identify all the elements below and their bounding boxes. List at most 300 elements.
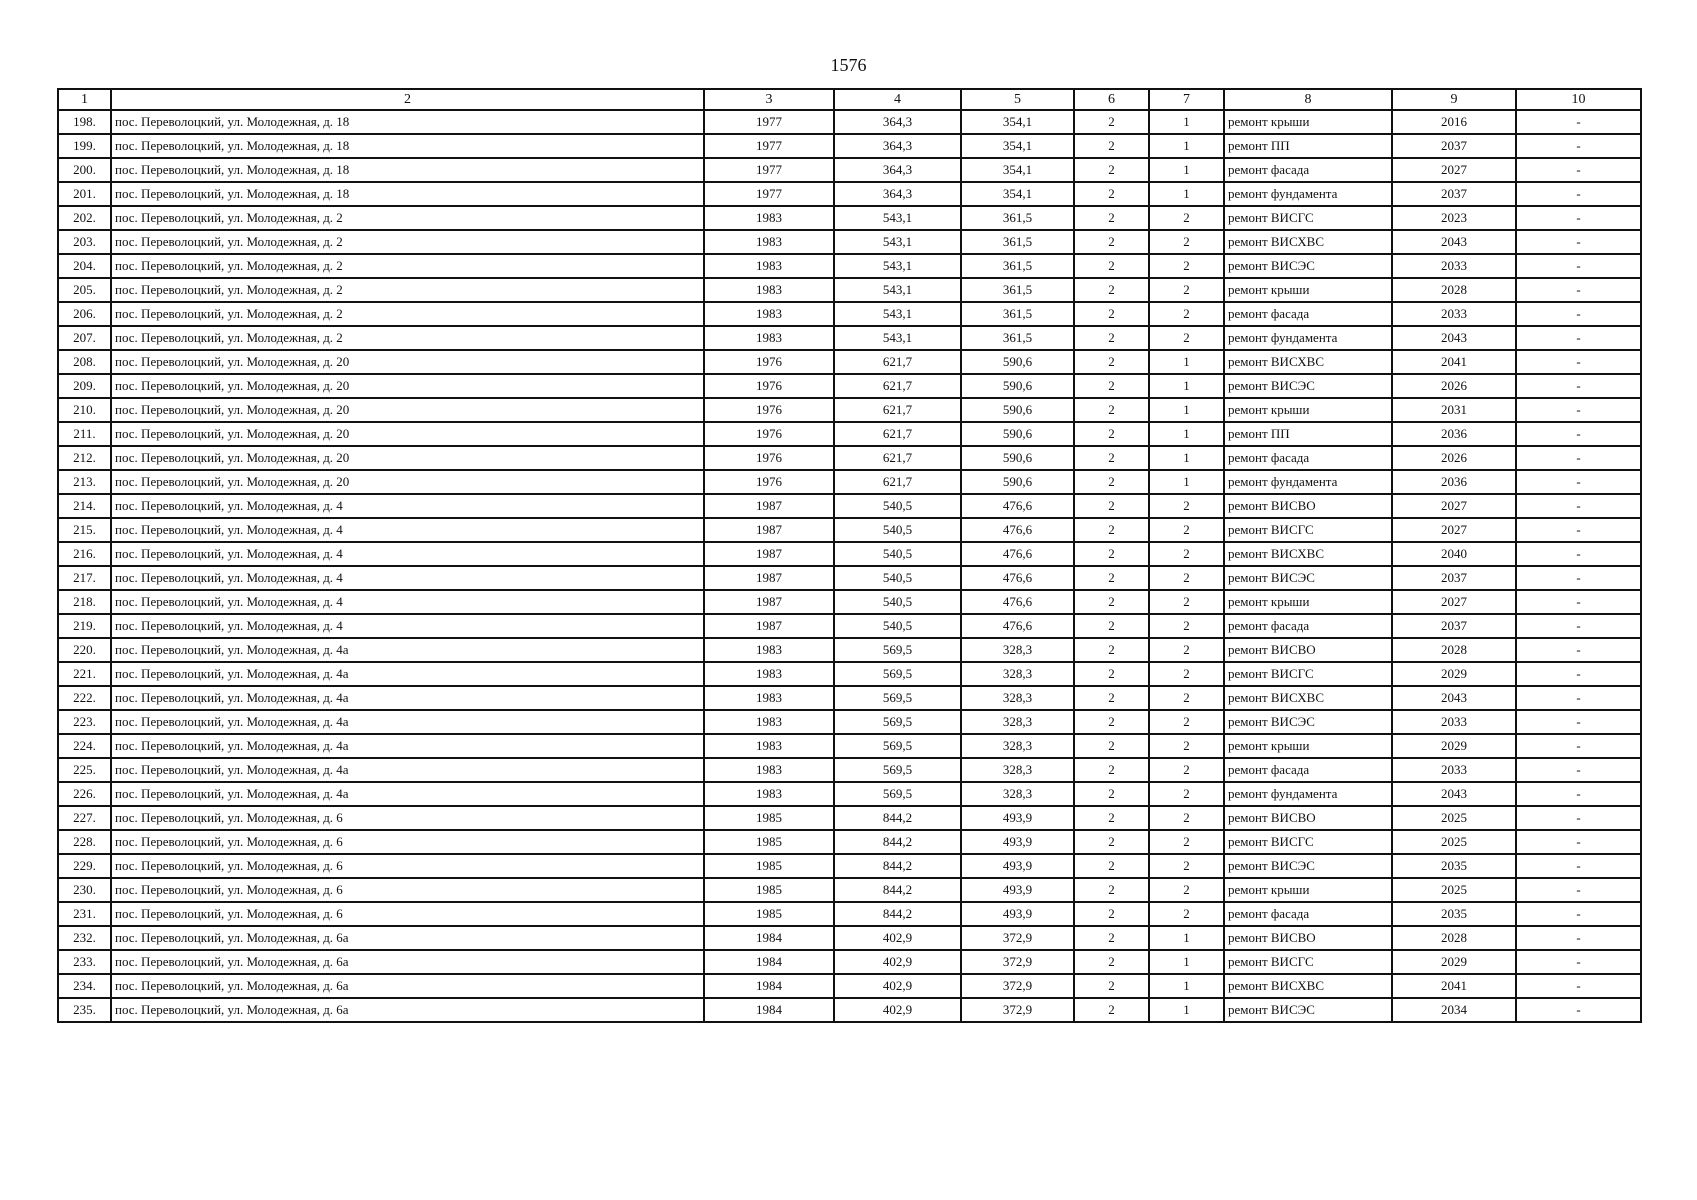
- column-header-1: 1: [58, 89, 111, 110]
- cell-note: -: [1516, 926, 1641, 950]
- cell-note: -: [1516, 542, 1641, 566]
- cell-repair-work: ремонт ПП: [1224, 422, 1392, 446]
- cell-total-area: 540,5: [834, 518, 961, 542]
- cell-entrances: 2: [1149, 686, 1224, 710]
- cell-year-built: 1983: [704, 710, 834, 734]
- cell-address: пос. Переволоцкий, ул. Молодежная, д. 6а: [111, 926, 704, 950]
- cell-living-area: 493,9: [961, 854, 1074, 878]
- cell-floors: 2: [1074, 494, 1149, 518]
- cell-living-area: 361,5: [961, 278, 1074, 302]
- cell-planned-year: 2036: [1392, 422, 1516, 446]
- cell-address: пос. Переволоцкий, ул. Молодежная, д. 20: [111, 350, 704, 374]
- cell-total-area: 364,3: [834, 134, 961, 158]
- cell-total-area: 543,1: [834, 230, 961, 254]
- cell-row-number: 224.: [58, 734, 111, 758]
- cell-address: пос. Переволоцкий, ул. Молодежная, д. 6: [111, 902, 704, 926]
- cell-total-area: 543,1: [834, 278, 961, 302]
- cell-total-area: 621,7: [834, 350, 961, 374]
- cell-living-area: 328,3: [961, 710, 1074, 734]
- cell-total-area: 621,7: [834, 422, 961, 446]
- cell-floors: 2: [1074, 302, 1149, 326]
- cell-planned-year: 2043: [1392, 326, 1516, 350]
- cell-row-number: 216.: [58, 542, 111, 566]
- cell-address: пос. Переволоцкий, ул. Молодежная, д. 4а: [111, 758, 704, 782]
- table-row: [58, 110, 1641, 134]
- cell-planned-year: 2041: [1392, 350, 1516, 374]
- cell-year-built: 1985: [704, 854, 834, 878]
- cell-floors: 2: [1074, 182, 1149, 206]
- cell-row-number: 207.: [58, 326, 111, 350]
- cell-entrances: 2: [1149, 542, 1224, 566]
- cell-repair-work: ремонт ВИСВО: [1224, 926, 1392, 950]
- cell-total-area: 543,1: [834, 254, 961, 278]
- cell-row-number: 203.: [58, 230, 111, 254]
- cell-total-area: 569,5: [834, 710, 961, 734]
- cell-floors: 2: [1074, 422, 1149, 446]
- cell-year-built: 1977: [704, 158, 834, 182]
- cell-note: -: [1516, 278, 1641, 302]
- cell-row-number: 208.: [58, 350, 111, 374]
- column-header-3: 3: [704, 89, 834, 110]
- table-row: [58, 158, 1641, 182]
- cell-repair-work: ремонт ВИСГС: [1224, 662, 1392, 686]
- cell-address: пос. Переволоцкий, ул. Молодежная, д. 6: [111, 806, 704, 830]
- cell-repair-work: ремонт ВИСЭС: [1224, 998, 1392, 1022]
- cell-year-built: 1984: [704, 998, 834, 1022]
- cell-total-area: 402,9: [834, 950, 961, 974]
- cell-living-area: 328,3: [961, 638, 1074, 662]
- cell-total-area: 569,5: [834, 758, 961, 782]
- cell-entrances: 1: [1149, 422, 1224, 446]
- table-row: [58, 518, 1641, 542]
- cell-row-number: 220.: [58, 638, 111, 662]
- cell-planned-year: 2043: [1392, 230, 1516, 254]
- cell-entrances: 2: [1149, 230, 1224, 254]
- cell-repair-work: ремонт ВИСГС: [1224, 830, 1392, 854]
- table-row: [58, 998, 1641, 1022]
- cell-repair-work: ремонт ВИСЭС: [1224, 374, 1392, 398]
- cell-planned-year: 2035: [1392, 902, 1516, 926]
- cell-planned-year: 2027: [1392, 590, 1516, 614]
- table-row: [58, 830, 1641, 854]
- cell-address: пос. Переволоцкий, ул. Молодежная, д. 4: [111, 590, 704, 614]
- cell-year-built: 1983: [704, 278, 834, 302]
- cell-repair-work: ремонт фасада: [1224, 614, 1392, 638]
- cell-address: пос. Переволоцкий, ул. Молодежная, д. 18: [111, 182, 704, 206]
- cell-entrances: 2: [1149, 806, 1224, 830]
- cell-row-number: 214.: [58, 494, 111, 518]
- table-row: [58, 854, 1641, 878]
- cell-address: пос. Переволоцкий, ул. Молодежная, д. 6а: [111, 950, 704, 974]
- cell-row-number: 229.: [58, 854, 111, 878]
- cell-row-number: 233.: [58, 950, 111, 974]
- cell-planned-year: 2043: [1392, 686, 1516, 710]
- cell-planned-year: 2035: [1392, 854, 1516, 878]
- cell-planned-year: 2025: [1392, 806, 1516, 830]
- cell-total-area: 569,5: [834, 662, 961, 686]
- repair-schedule-table: [57, 88, 1642, 1023]
- cell-planned-year: 2027: [1392, 494, 1516, 518]
- cell-floors: 2: [1074, 470, 1149, 494]
- cell-planned-year: 2043: [1392, 782, 1516, 806]
- cell-living-area: 328,3: [961, 734, 1074, 758]
- cell-address: пос. Переволоцкий, ул. Молодежная, д. 4а: [111, 782, 704, 806]
- table-row: [58, 326, 1641, 350]
- cell-address: пос. Переволоцкий, ул. Молодежная, д. 20: [111, 470, 704, 494]
- cell-planned-year: 2037: [1392, 566, 1516, 590]
- cell-row-number: 226.: [58, 782, 111, 806]
- table-row: [58, 878, 1641, 902]
- cell-repair-work: ремонт ВИСГС: [1224, 950, 1392, 974]
- cell-living-area: 590,6: [961, 350, 1074, 374]
- cell-year-built: 1984: [704, 974, 834, 998]
- cell-total-area: 540,5: [834, 542, 961, 566]
- cell-repair-work: ремонт ВИСХВС: [1224, 974, 1392, 998]
- column-header-10: 10: [1516, 89, 1641, 110]
- cell-note: -: [1516, 710, 1641, 734]
- cell-planned-year: 2027: [1392, 158, 1516, 182]
- cell-row-number: 205.: [58, 278, 111, 302]
- cell-note: -: [1516, 230, 1641, 254]
- cell-floors: 2: [1074, 830, 1149, 854]
- cell-address: пос. Переволоцкий, ул. Молодежная, д. 18: [111, 158, 704, 182]
- cell-total-area: 540,5: [834, 614, 961, 638]
- cell-year-built: 1984: [704, 926, 834, 950]
- cell-entrances: 1: [1149, 134, 1224, 158]
- cell-note: -: [1516, 878, 1641, 902]
- cell-floors: 2: [1074, 542, 1149, 566]
- cell-entrances: 2: [1149, 254, 1224, 278]
- cell-row-number: 210.: [58, 398, 111, 422]
- cell-note: -: [1516, 662, 1641, 686]
- cell-floors: 2: [1074, 590, 1149, 614]
- cell-year-built: 1985: [704, 806, 834, 830]
- cell-row-number: 222.: [58, 686, 111, 710]
- cell-repair-work: ремонт фундамента: [1224, 782, 1392, 806]
- cell-living-area: 476,6: [961, 590, 1074, 614]
- cell-planned-year: 2026: [1392, 446, 1516, 470]
- cell-note: -: [1516, 854, 1641, 878]
- cell-floors: 2: [1074, 710, 1149, 734]
- cell-row-number: 218.: [58, 590, 111, 614]
- cell-total-area: 844,2: [834, 902, 961, 926]
- cell-planned-year: 2023: [1392, 206, 1516, 230]
- cell-note: -: [1516, 422, 1641, 446]
- cell-address: пос. Переволоцкий, ул. Молодежная, д. 2: [111, 302, 704, 326]
- cell-row-number: 217.: [58, 566, 111, 590]
- cell-year-built: 1983: [704, 302, 834, 326]
- cell-repair-work: ремонт ВИСГС: [1224, 518, 1392, 542]
- cell-entrances: 2: [1149, 638, 1224, 662]
- cell-repair-work: ремонт ВИСЭС: [1224, 566, 1392, 590]
- cell-repair-work: ремонт ВИСЭС: [1224, 710, 1392, 734]
- cell-row-number: 204.: [58, 254, 111, 278]
- cell-entrances: 2: [1149, 710, 1224, 734]
- cell-floors: 2: [1074, 518, 1149, 542]
- cell-floors: 2: [1074, 734, 1149, 758]
- cell-row-number: 235.: [58, 998, 111, 1022]
- table-row: [58, 350, 1641, 374]
- cell-address: пос. Переволоцкий, ул. Молодежная, д. 4: [111, 614, 704, 638]
- cell-total-area: 569,5: [834, 782, 961, 806]
- cell-year-built: 1983: [704, 782, 834, 806]
- cell-row-number: 223.: [58, 710, 111, 734]
- cell-entrances: 1: [1149, 398, 1224, 422]
- cell-repair-work: ремонт ВИСВО: [1224, 494, 1392, 518]
- cell-planned-year: 2033: [1392, 710, 1516, 734]
- cell-year-built: 1987: [704, 566, 834, 590]
- cell-living-area: 476,6: [961, 566, 1074, 590]
- column-header-7: 7: [1149, 89, 1224, 110]
- cell-note: -: [1516, 950, 1641, 974]
- cell-living-area: 328,3: [961, 662, 1074, 686]
- cell-year-built: 1985: [704, 830, 834, 854]
- cell-total-area: 402,9: [834, 926, 961, 950]
- cell-row-number: 231.: [58, 902, 111, 926]
- table-row: [58, 278, 1641, 302]
- cell-living-area: 354,1: [961, 134, 1074, 158]
- cell-entrances: 2: [1149, 614, 1224, 638]
- cell-note: -: [1516, 998, 1641, 1022]
- cell-entrances: 1: [1149, 470, 1224, 494]
- cell-total-area: 402,9: [834, 974, 961, 998]
- cell-year-built: 1983: [704, 254, 834, 278]
- cell-address: пос. Переволоцкий, ул. Молодежная, д. 4а: [111, 710, 704, 734]
- table-row: [58, 254, 1641, 278]
- cell-entrances: 2: [1149, 902, 1224, 926]
- cell-note: -: [1516, 350, 1641, 374]
- table-row: [58, 614, 1641, 638]
- cell-row-number: 232.: [58, 926, 111, 950]
- cell-repair-work: ремонт ВИСВО: [1224, 638, 1392, 662]
- cell-floors: 2: [1074, 254, 1149, 278]
- cell-row-number: 206.: [58, 302, 111, 326]
- cell-entrances: 2: [1149, 662, 1224, 686]
- cell-note: -: [1516, 686, 1641, 710]
- cell-year-built: 1987: [704, 590, 834, 614]
- cell-entrances: 2: [1149, 278, 1224, 302]
- table-header: [58, 89, 1641, 110]
- table-row: [58, 374, 1641, 398]
- cell-entrances: 2: [1149, 326, 1224, 350]
- cell-living-area: 354,1: [961, 158, 1074, 182]
- cell-floors: 2: [1074, 110, 1149, 134]
- cell-total-area: 543,1: [834, 302, 961, 326]
- cell-floors: 2: [1074, 614, 1149, 638]
- cell-repair-work: ремонт крыши: [1224, 110, 1392, 134]
- cell-address: пос. Переволоцкий, ул. Молодежная, д. 2: [111, 230, 704, 254]
- cell-planned-year: 2037: [1392, 182, 1516, 206]
- cell-total-area: 569,5: [834, 734, 961, 758]
- table-row: [58, 782, 1641, 806]
- cell-note: -: [1516, 326, 1641, 350]
- cell-address: пос. Переволоцкий, ул. Молодежная, д. 2: [111, 254, 704, 278]
- cell-living-area: 493,9: [961, 806, 1074, 830]
- cell-year-built: 1983: [704, 734, 834, 758]
- cell-total-area: 543,1: [834, 206, 961, 230]
- cell-floors: 2: [1074, 134, 1149, 158]
- cell-planned-year: 2029: [1392, 662, 1516, 686]
- cell-planned-year: 2041: [1392, 974, 1516, 998]
- cell-living-area: 493,9: [961, 902, 1074, 926]
- cell-entrances: 1: [1149, 998, 1224, 1022]
- cell-floors: 2: [1074, 926, 1149, 950]
- cell-address: пос. Переволоцкий, ул. Молодежная, д. 20: [111, 446, 704, 470]
- cell-note: -: [1516, 206, 1641, 230]
- table-row: [58, 662, 1641, 686]
- cell-planned-year: 2033: [1392, 302, 1516, 326]
- cell-living-area: 476,6: [961, 518, 1074, 542]
- cell-entrances: 2: [1149, 302, 1224, 326]
- cell-year-built: 1976: [704, 470, 834, 494]
- cell-note: -: [1516, 254, 1641, 278]
- cell-total-area: 844,2: [834, 830, 961, 854]
- cell-entrances: 1: [1149, 374, 1224, 398]
- cell-note: -: [1516, 182, 1641, 206]
- cell-floors: 2: [1074, 350, 1149, 374]
- cell-year-built: 1987: [704, 518, 834, 542]
- cell-repair-work: ремонт фасада: [1224, 302, 1392, 326]
- cell-address: пос. Переволоцкий, ул. Молодежная, д. 6: [111, 878, 704, 902]
- table-body: [58, 110, 1641, 1022]
- cell-repair-work: ремонт ВИСХВС: [1224, 350, 1392, 374]
- table-row: [58, 230, 1641, 254]
- cell-year-built: 1985: [704, 902, 834, 926]
- cell-living-area: 372,9: [961, 998, 1074, 1022]
- cell-year-built: 1983: [704, 638, 834, 662]
- table-row: [58, 950, 1641, 974]
- cell-floors: 2: [1074, 326, 1149, 350]
- table-row: [58, 686, 1641, 710]
- cell-living-area: 328,3: [961, 782, 1074, 806]
- cell-entrances: 1: [1149, 446, 1224, 470]
- cell-repair-work: ремонт крыши: [1224, 734, 1392, 758]
- cell-note: -: [1516, 782, 1641, 806]
- cell-repair-work: ремонт фасада: [1224, 902, 1392, 926]
- cell-repair-work: ремонт ВИСГС: [1224, 206, 1392, 230]
- cell-note: -: [1516, 398, 1641, 422]
- cell-entrances: 1: [1149, 182, 1224, 206]
- cell-living-area: 361,5: [961, 254, 1074, 278]
- cell-living-area: 361,5: [961, 302, 1074, 326]
- cell-planned-year: 2025: [1392, 830, 1516, 854]
- cell-entrances: 2: [1149, 758, 1224, 782]
- cell-row-number: 228.: [58, 830, 111, 854]
- cell-living-area: 354,1: [961, 110, 1074, 134]
- cell-total-area: 364,3: [834, 158, 961, 182]
- cell-address: пос. Переволоцкий, ул. Молодежная, д. 4а: [111, 662, 704, 686]
- cell-entrances: 2: [1149, 566, 1224, 590]
- cell-note: -: [1516, 638, 1641, 662]
- cell-entrances: 1: [1149, 974, 1224, 998]
- cell-floors: 2: [1074, 758, 1149, 782]
- cell-year-built: 1983: [704, 206, 834, 230]
- table-row: [58, 398, 1641, 422]
- cell-address: пос. Переволоцкий, ул. Молодежная, д. 18: [111, 134, 704, 158]
- cell-row-number: 234.: [58, 974, 111, 998]
- cell-living-area: 361,5: [961, 230, 1074, 254]
- cell-note: -: [1516, 110, 1641, 134]
- cell-planned-year: 2037: [1392, 134, 1516, 158]
- cell-total-area: 364,3: [834, 110, 961, 134]
- cell-floors: 2: [1074, 854, 1149, 878]
- cell-total-area: 540,5: [834, 566, 961, 590]
- cell-address: пос. Переволоцкий, ул. Молодежная, д. 2: [111, 278, 704, 302]
- cell-floors: 2: [1074, 446, 1149, 470]
- cell-floors: 2: [1074, 806, 1149, 830]
- cell-planned-year: 2037: [1392, 614, 1516, 638]
- cell-entrances: 2: [1149, 878, 1224, 902]
- cell-repair-work: ремонт фасада: [1224, 446, 1392, 470]
- cell-planned-year: 2027: [1392, 518, 1516, 542]
- cell-living-area: 361,5: [961, 206, 1074, 230]
- cell-year-built: 1987: [704, 614, 834, 638]
- cell-year-built: 1987: [704, 494, 834, 518]
- cell-floors: 2: [1074, 782, 1149, 806]
- cell-note: -: [1516, 830, 1641, 854]
- cell-total-area: 844,2: [834, 806, 961, 830]
- cell-address: пос. Переволоцкий, ул. Молодежная, д. 20: [111, 398, 704, 422]
- cell-year-built: 1983: [704, 326, 834, 350]
- cell-note: -: [1516, 758, 1641, 782]
- table-row: [58, 566, 1641, 590]
- cell-living-area: 328,3: [961, 758, 1074, 782]
- cell-entrances: 1: [1149, 350, 1224, 374]
- cell-address: пос. Переволоцкий, ул. Молодежная, д. 2: [111, 326, 704, 350]
- cell-row-number: 225.: [58, 758, 111, 782]
- cell-row-number: 199.: [58, 134, 111, 158]
- cell-floors: 2: [1074, 686, 1149, 710]
- cell-entrances: 1: [1149, 158, 1224, 182]
- table-row: [58, 734, 1641, 758]
- cell-living-area: 590,6: [961, 470, 1074, 494]
- cell-entrances: 2: [1149, 494, 1224, 518]
- cell-repair-work: ремонт ПП: [1224, 134, 1392, 158]
- cell-floors: 2: [1074, 374, 1149, 398]
- cell-note: -: [1516, 590, 1641, 614]
- column-header-2: 2: [111, 89, 704, 110]
- cell-total-area: 543,1: [834, 326, 961, 350]
- cell-repair-work: ремонт фундамента: [1224, 182, 1392, 206]
- cell-address: пос. Переволоцкий, ул. Молодежная, д. 4а: [111, 734, 704, 758]
- cell-year-built: 1976: [704, 374, 834, 398]
- cell-floors: 2: [1074, 566, 1149, 590]
- cell-total-area: 540,5: [834, 590, 961, 614]
- table-row: [58, 806, 1641, 830]
- cell-repair-work: ремонт фасада: [1224, 158, 1392, 182]
- cell-repair-work: ремонт ВИСВО: [1224, 806, 1392, 830]
- cell-row-number: 213.: [58, 470, 111, 494]
- cell-living-area: 493,9: [961, 830, 1074, 854]
- table-row: [58, 710, 1641, 734]
- cell-repair-work: ремонт ВИСХВС: [1224, 686, 1392, 710]
- cell-address: пос. Переволоцкий, ул. Молодежная, д. 20: [111, 374, 704, 398]
- cell-repair-work: ремонт крыши: [1224, 278, 1392, 302]
- table-row: [58, 902, 1641, 926]
- cell-repair-work: ремонт крыши: [1224, 398, 1392, 422]
- table-row: [58, 182, 1641, 206]
- cell-planned-year: 2033: [1392, 254, 1516, 278]
- table-row: [58, 206, 1641, 230]
- cell-year-built: 1984: [704, 950, 834, 974]
- cell-address: пос. Переволоцкий, ул. Молодежная, д. 2: [111, 206, 704, 230]
- cell-note: -: [1516, 446, 1641, 470]
- cell-planned-year: 2029: [1392, 950, 1516, 974]
- cell-living-area: 354,1: [961, 182, 1074, 206]
- cell-address: пос. Переволоцкий, ул. Молодежная, д. 18: [111, 110, 704, 134]
- cell-year-built: 1977: [704, 134, 834, 158]
- cell-floors: 2: [1074, 902, 1149, 926]
